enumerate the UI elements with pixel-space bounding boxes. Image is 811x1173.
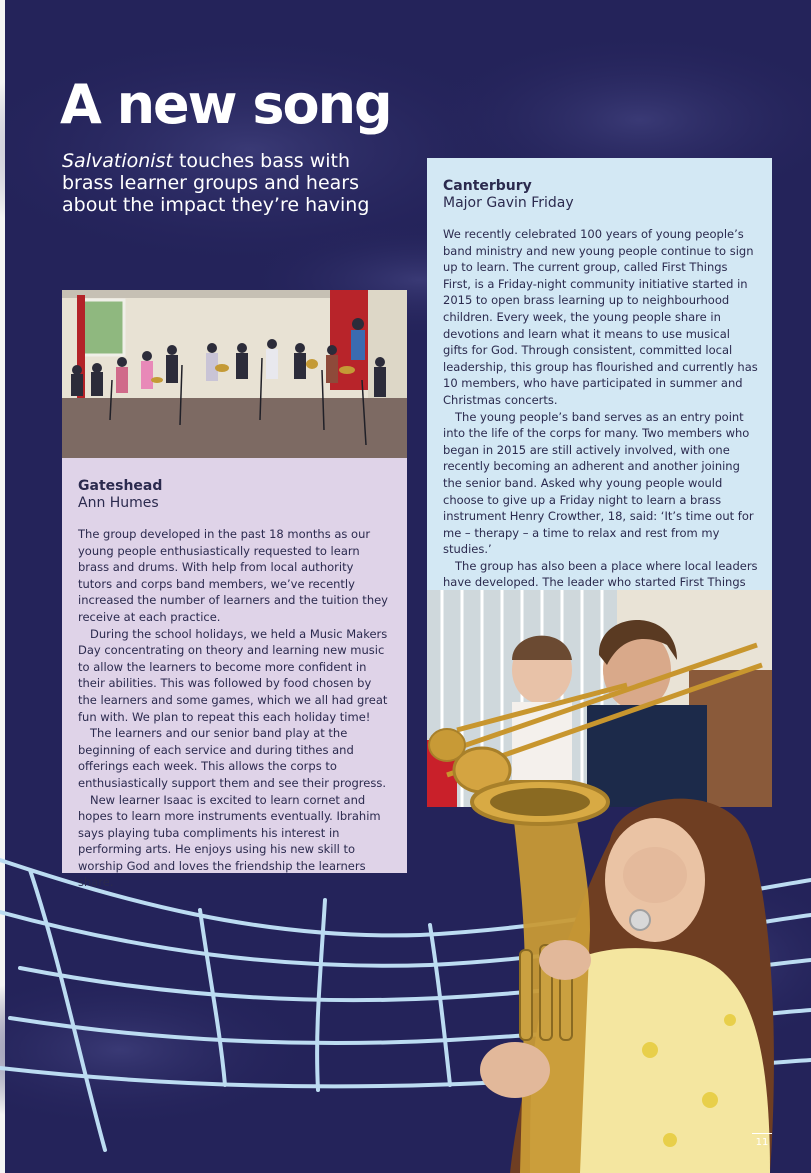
canterbury-author: Major Gavin Friday (443, 195, 574, 211)
standfirst-text: touches bass with brass learner groups and hears about the impact they’re having (62, 150, 370, 216)
trombone-players-photo (427, 590, 772, 807)
canterbury-paragraph: The group has also been a place where local leaders have developed. The leader who started First Things (443, 558, 758, 590)
gateshead-paragraph: The group developed in the past 18 months as our young people enthusiastically requested to learn brass and drums. With help from local authority tutors and corps band members, we’ve recently increased the number of learners and the tuition they receive at each practice. (78, 527, 388, 624)
gateshead-paragraph: The learners and our senior band play at the beginning of each service and during tithes and offerings each week. This allows the corps to enthusiastically support them and see their progress. (78, 726, 386, 790)
gateshead-article (62, 458, 407, 890)
canterbury-article (427, 158, 772, 590)
canterbury-paragraph: The young people’s band serves as an entry point into the life of the corps for many. Two members who began in 2015 are still actively involved, with one recently becoming an adherent and another joining the senior band. Asked why young people would choose to give up a Friday night to learn a brass instrument Henry Crowther, 18, said: ‘It’s time out for me – therapy – a time to relax and rest from my studies.’ (443, 409, 754, 557)
page-title: A new song (60, 73, 391, 136)
gateshead-paragraph: New learner Isaac is excited to learn cornet and hopes to learn more instruments eventually. Ibrahim says playing tuba compliments his interest in performing arts. He enjoys using his new skill to worship God and loves the friendship the learners share. (78, 792, 381, 890)
band-rehearsal-photo (62, 290, 407, 458)
gateshead-heading: Gateshead (78, 478, 163, 494)
gateshead-author: Ann Humes (78, 495, 159, 511)
page-number: 11 (752, 1133, 772, 1148)
canterbury-paragraph: We recently celebrated 100 years of young people’s band ministry and new young people continue to sign up to learn. The current group, called First Things First, is a Friday-night community initiative started in 2015 to open brass learning up to neighbourhood children. Every week, the young people share in devotions and learn what it means to use musical gifts for God. Through consistent, committed local leadership, this group has flourished and currently has 10 members, who have participated in summer and Christmas concerts. (443, 227, 758, 407)
canterbury-heading: Canterbury (443, 178, 532, 194)
tuba-player-photo (470, 780, 790, 1173)
publication-name: Salvationist (62, 150, 173, 172)
standfirst (62, 150, 392, 216)
gateshead-paragraph: During the school holidays, we held a Music Makers Day concentrating on theory and learning new music to allow the learners to become more confident in their abilities. This was followed by food chosen by the learners and some games, which we all had great fun with. We plan to repeat this each holiday time! (78, 626, 388, 724)
